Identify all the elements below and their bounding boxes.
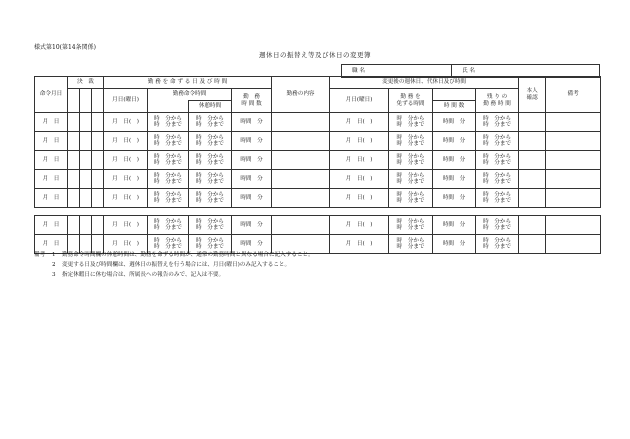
changed-date-cell[interactable]: 月 日( ) [330,170,389,189]
work-date-cell[interactable]: 月 日( ) [104,235,148,254]
header-order-date: 命令月日 [35,77,68,113]
work-date-cell[interactable]: 月 日( ) [104,170,148,189]
decision-stamp-cell[interactable] [92,151,104,170]
changed-date-cell[interactable]: 月 日( ) [330,132,389,151]
form-number: 様式第10(第14条関係) [34,44,96,51]
decision-stamp-cell[interactable] [80,170,92,189]
confirm-cell[interactable] [519,235,546,254]
decision-stamp-cell[interactable] [80,113,92,132]
header-work-date: 勤 務 を 命 ず る 日 及 び 時 間 [104,77,272,89]
decision-stamp-cell[interactable] [80,151,92,170]
table-row [35,170,601,189]
work-order-time-cell[interactable]: 時 分から 時 分まで [148,132,189,151]
exempt-time-cell[interactable]: 時 分から 時 分まで [389,216,433,235]
header-changed-month-day: 月日(曜日) [330,89,389,113]
table-row [35,216,601,235]
changed-date-cell[interactable]: 月 日( ) [330,189,389,208]
order-date-cell[interactable]: 月 日 [35,170,68,189]
header-confirm: 本人 確認 [519,77,546,113]
work-order-time-cell[interactable]: 時 分から 時 分まで [148,235,189,254]
remarks-cell[interactable] [546,189,601,208]
remarks-cell[interactable] [546,113,601,132]
remaining-time-cell[interactable]: 時 分から 時 分まで [476,170,519,189]
confirm-cell[interactable] [519,170,546,189]
remaining-time-cell[interactable]: 時 分から 時 分まで [476,235,519,254]
header-exempt-blank [433,89,476,101]
work-content-cell[interactable] [272,113,330,132]
header-remaining: 残 り の 勤 務 時 間 [476,89,519,113]
header-break-time: 休憩時間 [189,101,232,113]
change-register-table [34,76,601,254]
work-date-cell[interactable]: 月 日( ) [104,113,148,132]
decision-stamp-cell[interactable] [92,113,104,132]
remarks-cell[interactable] [546,216,601,235]
hours-count-cell[interactable]: 時間 分 [433,113,476,132]
hours-count-cell[interactable]: 時間 分 [433,151,476,170]
work-order-time-cell[interactable]: 時 分から 時 分まで [148,170,189,189]
table-row [35,132,601,151]
decision-stamp-cell[interactable] [68,216,80,235]
header-changed: 変更後の週休日、代休日及び時間 [330,77,519,89]
work-order-time-cell[interactable]: 時 分から 時 分まで [148,189,189,208]
work-hours-cell[interactable]: 時間 分 [232,151,272,170]
exempt-time-cell[interactable]: 時 分から 時 分まで [389,132,433,151]
exempt-time-cell[interactable]: 時 分から 時 分まで [389,113,433,132]
changed-date-cell[interactable]: 月 日( ) [330,216,389,235]
hours-count-cell[interactable]: 時間 分 [433,132,476,151]
table-row [35,189,601,208]
post-label: 職 名 [342,65,452,78]
exempt-time-cell[interactable]: 時 分から 時 分まで [389,170,433,189]
order-date-cell[interactable]: 月 日 [35,216,68,235]
break-time-cell[interactable]: 時 分から 時 分まで [189,132,232,151]
break-time-cell[interactable]: 時 分から 時 分まで [189,216,232,235]
decision-stamp-cell[interactable] [92,170,104,189]
work-hours-cell[interactable]: 時間 分 [232,132,272,151]
note-3: 3 指定休暇日に休む場合は、所属長への報告のみで、記入は不要。 [52,272,225,278]
confirm-cell[interactable] [519,189,546,208]
decision-cell-1 [68,89,80,113]
work-hours-cell[interactable]: 時間 分 [232,189,272,208]
header-work-order-time: 勤務命令時間 [148,89,232,101]
break-time-cell[interactable]: 時 分から 時 分まで [189,189,232,208]
page-title: 週休日の振替え等及び休日の変更簿 [259,51,371,59]
order-date-cell[interactable]: 月 日 [35,113,68,132]
confirm-cell[interactable] [519,216,546,235]
order-date-cell[interactable]: 月 日 [35,132,68,151]
table-gap [35,208,601,216]
break-time-cell[interactable]: 時 分から 時 分まで [189,170,232,189]
remaining-time-cell[interactable]: 時 分から 時 分まで [476,216,519,235]
decision-stamp-cell[interactable] [68,189,80,208]
name-label: 氏 名 [452,65,490,78]
remaining-time-cell[interactable]: 時 分から 時 分まで [476,189,519,208]
decision-stamp-cell[interactable] [92,132,104,151]
break-time-cell[interactable]: 時 分から 時 分まで [189,113,232,132]
decision-stamp-cell[interactable] [92,216,104,235]
work-content-cell[interactable] [272,170,330,189]
remarks-cell[interactable] [546,170,601,189]
work-order-time-cell[interactable]: 時 分から 時 分まで [148,113,189,132]
remarks-cell[interactable] [546,235,601,254]
work-date-cell[interactable]: 月 日( ) [104,151,148,170]
table-row [35,151,601,170]
table-row [35,113,601,132]
header-decision: 決 裁 [68,77,104,89]
decision-stamp-cell[interactable] [92,189,104,208]
decision-stamp-cell[interactable] [80,216,92,235]
work-order-time-cell[interactable]: 時 分から 時 分まで [148,216,189,235]
hours-count-cell[interactable]: 時間 分 [433,216,476,235]
note-1: 備考 1 勤務命令時間欄の休憩時間は、勤務を命ずる時間が、通常の勤務時間と異なる場合に記入すること。 [34,252,314,258]
decision-stamp-cell[interactable] [80,132,92,151]
changed-date-cell[interactable]: 月 日( ) [330,235,389,254]
decision-cell-3 [92,89,104,113]
exempt-time-cell[interactable]: 時 分から 時 分まで [389,235,433,254]
work-hours-cell[interactable]: 時間 分 [232,216,272,235]
hours-count-cell[interactable]: 時間 分 [433,189,476,208]
decision-stamp-cell[interactable] [68,151,80,170]
order-date-cell[interactable]: 月 日 [35,235,68,254]
notes-section [34,250,314,280]
work-date-cell[interactable]: 月 日( ) [104,216,148,235]
decision-stamp-cell[interactable] [68,132,80,151]
work-content-cell[interactable] [272,151,330,170]
order-date-cell[interactable]: 月 日 [35,189,68,208]
work-order-time-cell[interactable]: 時 分から 時 分まで [148,151,189,170]
remarks-cell[interactable] [546,151,601,170]
header-remarks: 備考 [546,77,601,113]
hours-count-cell[interactable]: 時間 分 [433,170,476,189]
decision-stamp-cell[interactable] [68,113,80,132]
decision-stamp-cell[interactable] [80,189,92,208]
hours-count-cell[interactable]: 時間 分 [433,235,476,254]
work-content-cell[interactable] [272,132,330,151]
header-order-time-blank [148,101,189,113]
break-time-cell[interactable]: 時 分から 時 分まで [189,151,232,170]
remaining-time-cell[interactable]: 時 分から 時 分まで [476,132,519,151]
remaining-time-cell[interactable]: 時 分から 時 分まで [476,113,519,132]
work-hours-cell[interactable]: 時間 分 [232,235,272,254]
work-content-cell[interactable] [272,216,330,235]
work-content-cell[interactable] [272,189,330,208]
confirm-cell[interactable] [519,113,546,132]
work-hours-cell[interactable]: 時間 分 [232,113,272,132]
work-date-cell[interactable]: 月 日( ) [104,132,148,151]
exempt-time-cell[interactable]: 時 分から 時 分まで [389,189,433,208]
decision-cell-2 [80,89,92,113]
header-work-hours: 勤 務 時 間 数 [232,89,272,113]
changed-date-cell[interactable]: 月 日( ) [330,113,389,132]
order-date-cell[interactable]: 月 日 [35,151,68,170]
confirm-cell[interactable] [519,151,546,170]
header-hours-count: 時 間 数 [433,101,476,113]
exempt-time-cell[interactable]: 時 分から 時 分まで [389,151,433,170]
note-2: 2 変更する日及び時間欄は、週休日の振替えを行う場合には、月日(曜日)のみ記入すること。 [52,262,291,268]
remaining-time-cell[interactable]: 時 分から 時 分まで [476,151,519,170]
decision-stamp-cell[interactable] [68,170,80,189]
break-time-cell[interactable]: 時 分から 時 分まで [189,235,232,254]
confirm-cell[interactable] [519,132,546,151]
work-hours-cell[interactable]: 時間 分 [232,170,272,189]
work-date-cell[interactable]: 月 日( ) [104,189,148,208]
changed-date-cell[interactable]: 月 日( ) [330,151,389,170]
remarks-cell[interactable] [546,132,601,151]
header-exempt-time: 勤 務 を 免ずる時間 [389,89,433,113]
header-work-content: 勤務の内容 [272,77,330,113]
header-month-day: 月日(曜日) [104,89,148,113]
